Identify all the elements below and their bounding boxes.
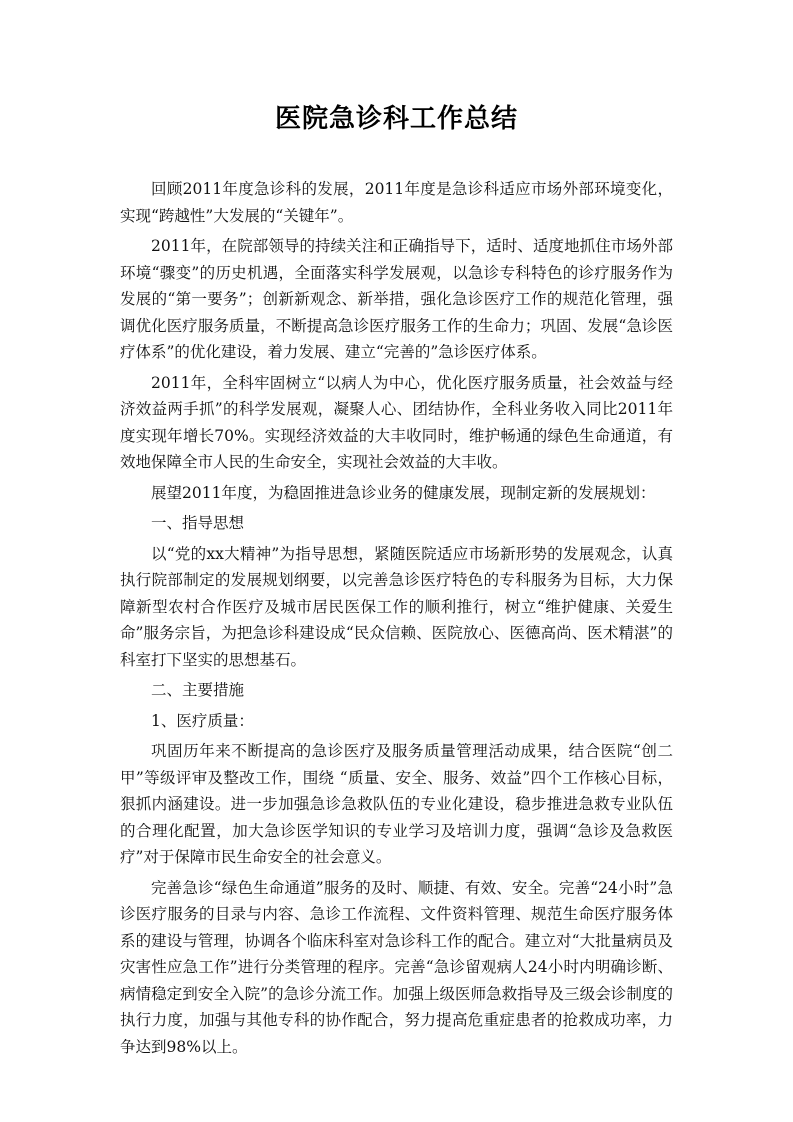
paragraph-green-channel: 完善急诊“绿色生命通道”服务的及时、顺捷、有效、安全。完善“24小时”急诊医疗服务的目录与内容、急诊工作流程、文件资料管理、规范生命医疗服务体系的建设与管理，协调各个临床科室对急诊科工作的配合。建立对“大批量病员及灾害性应急工作”进行分类管理的程序。完善“急诊留观病人24小时内明确诊断、病情稳定到安全入院”的急诊分流工作。加强上级医师急救指导及三级会诊制度的执行力度，加强与其他专科的协作配合，努力提高危重症患者的抢救成功率，力争达到98%以上。 (120, 878, 673, 1056)
document-body (120, 176, 673, 1064)
heading-main-measures: 二、主要措施 (151, 681, 245, 699)
paragraph-outlook: 展望2011年度，为稳固推进急诊业务的健康发展，现制定新的发展规划： (151, 483, 656, 502)
paragraph-2011-achievements: 2011年，全科牢固树立“以病人为中心，优化医疗服务质量，社会效益与经济效益两手抓”的科学发展观，凝聚人心、团结协作，全科业务收入同比2011年度实现年增长70%。实现经济效益的大丰收同时，维护畅通的绿色生命通道，有效地保障全市人民的生命安全，实现社会效益的大丰收。 (120, 373, 673, 471)
paragraph-medical-quality: 巩固历年来不断提高的急诊医疗及服务质量管理活动成果，结合医院“创二甲”等级评审及整改工作，围绕 “质量、安全、服务、效益”四个工作核心目标，狠抓内涵建设。进一步加强急诊急救队伍的专业化建设，稳步推进急救专业队伍的合理化配置，加大急诊医学知识的专业学习及培训力度，强调“急诊及急救医疗”对于保障市民生命安全的社会意义。 (120, 742, 673, 866)
paragraph-review: 回顾2011年度急诊科的发展，2011年度是急诊科适应市场外部环境变化，实现“跨越性”大发展的“关键年”。 (120, 180, 673, 225)
paragraph-guiding-thought: 以“党的xx大精神”为指导思想，紧随医院适应市场新形势的发展观念，认真执行院部制定的发展规划纲要，以完善急诊医疗特色的专科服务为目标，大力保障新型农村合作医疗及城市居民医保工作的顺利推行，树立“维护健康、关爱生命”服务宗旨，为把急诊科建设成“民众信赖、医院放心、医德高尚、医术精湛”的科室打下坚实的思想基石。 (120, 544, 673, 669)
document-title: 医院急诊科工作总结 (274, 104, 518, 134)
heading-guiding-thought: 一、指导思想 (151, 514, 245, 532)
paragraph-2011-guidance: 2011年，在院部领导的持续关注和正确指导下，适时、适度地抓住市场外部环境“骤变”的历史机遇，全面落实科学发展观，以急诊专科特色的诊疗服务作为发展的“第一要务”；创新新观念、新举措，强化急诊医疗工作的规范化管理，强调优化医疗服务质量，不断提高急诊医疗服务工作的生命力；巩固、发展“急诊医疗体系”的优化建设，着力发展、建立“完善的”急诊医疗体系。 (120, 237, 673, 361)
heading-medical-quality: 1、医疗质量： (151, 711, 254, 730)
